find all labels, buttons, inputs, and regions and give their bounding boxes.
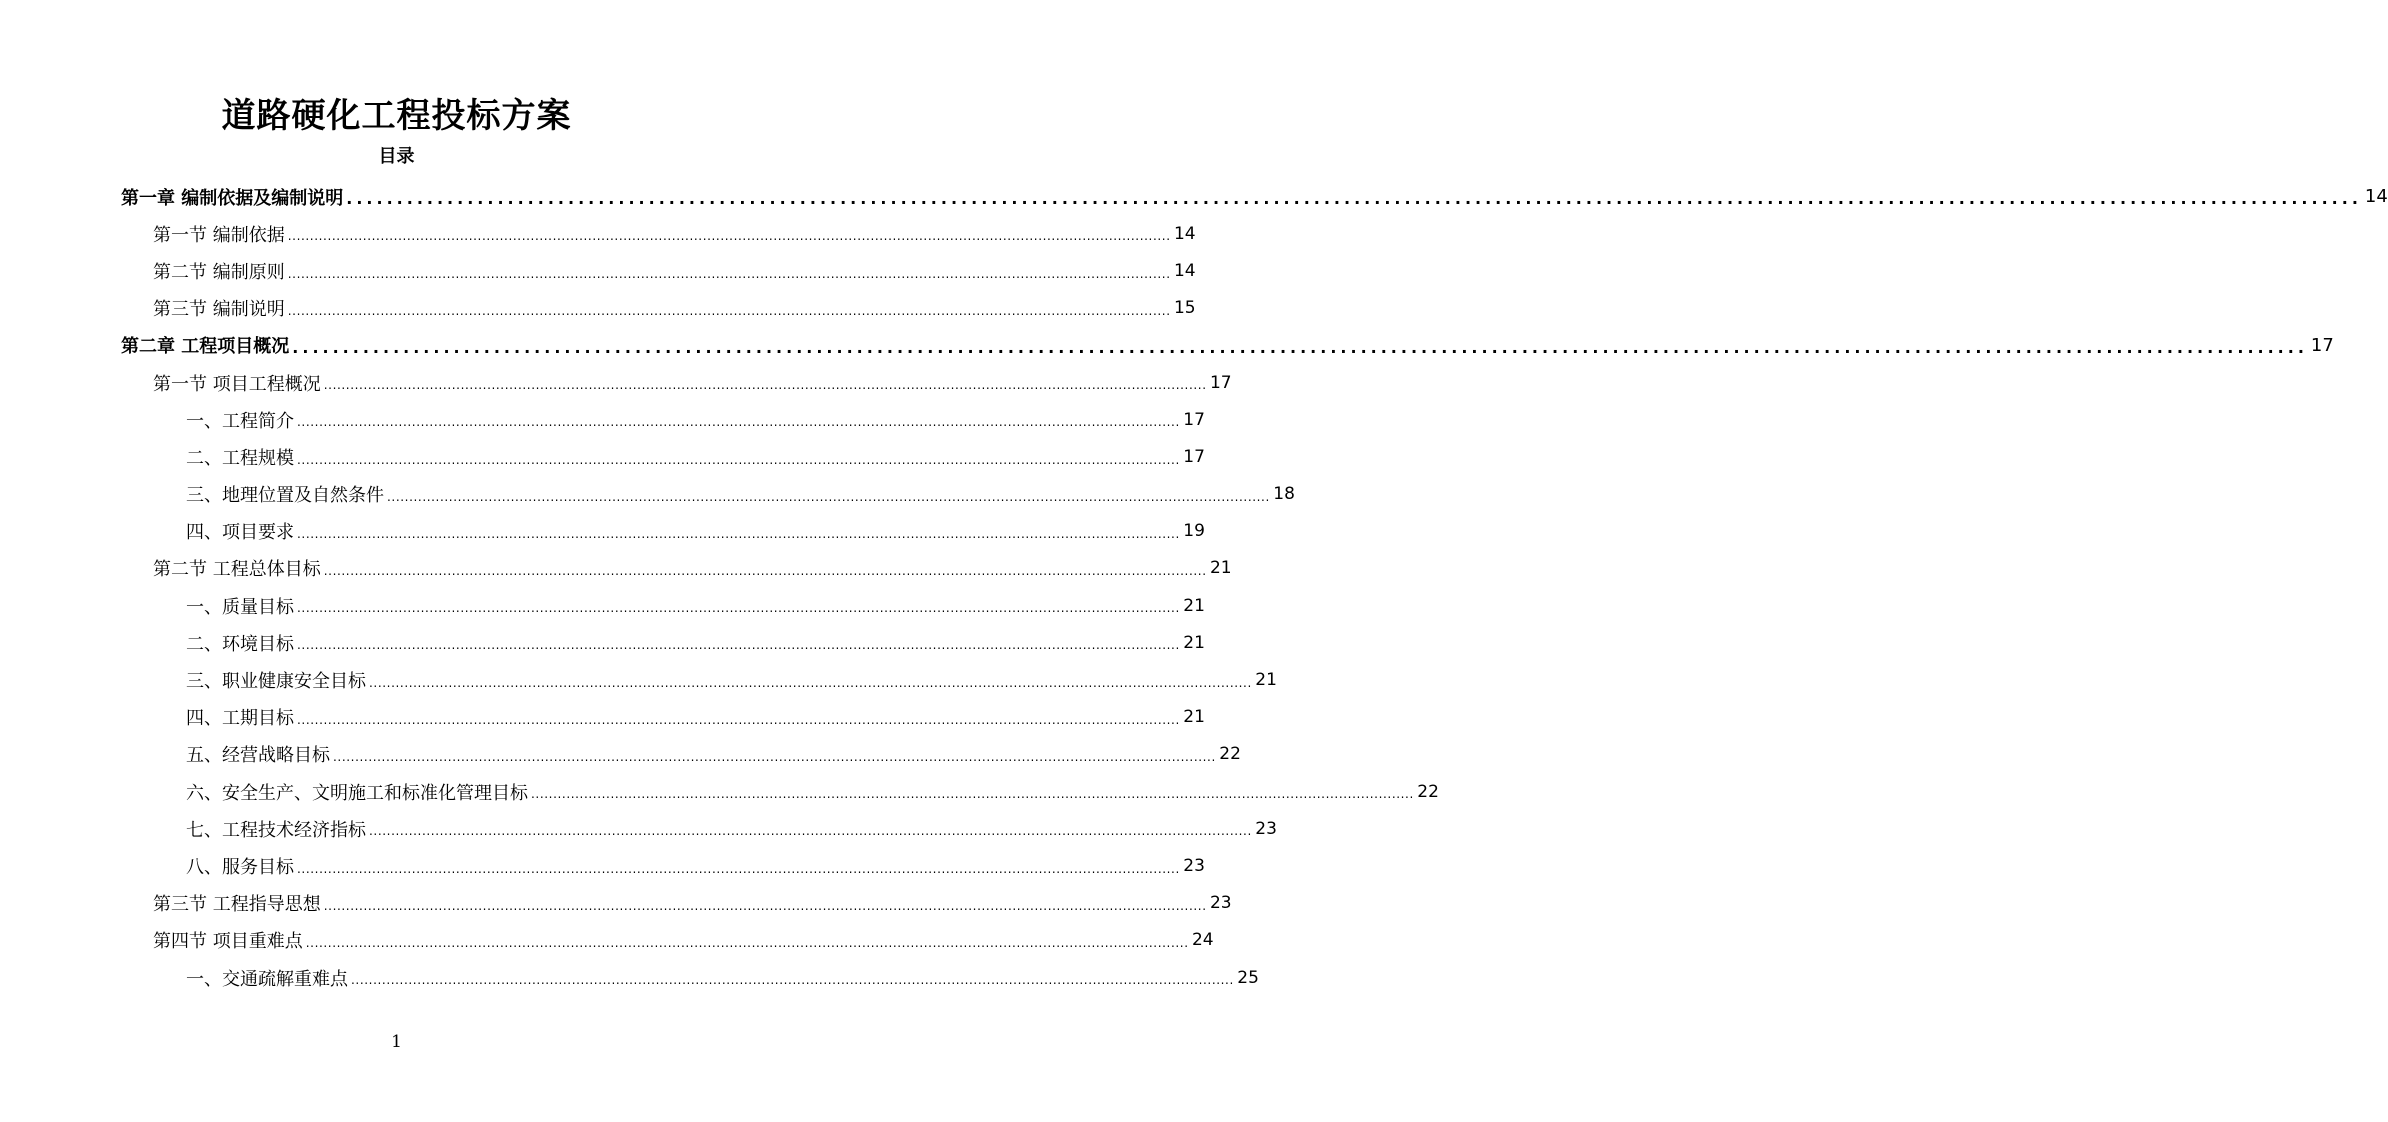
page-number: 1: [391, 1032, 402, 1052]
toc-entry-page-number: 21: [1183, 632, 1205, 653]
toc-dot-leader: ........................................................................................................................................................................................................: [297, 601, 1180, 616]
toc-subsection-entry[interactable]: [0, 773, 1439, 810]
toc-entry-label: 七、工程技术经济指标: [186, 819, 366, 841]
toc-dot-leader: ........................................................................................................................................................................................................: [292, 337, 2308, 357]
toc-entry-page-number: 25: [1237, 967, 1259, 988]
toc-dot-leader: ........................................................................................................................................................................................................: [387, 489, 1270, 504]
toc-entry-label: 第三节 编制说明: [153, 299, 285, 321]
toc-dot-leader: ........................................................................................................................................................................................................: [297, 415, 1180, 430]
toc-entry-label: 第四节 项目重难点: [153, 931, 303, 953]
toc-dot-leader: ........................................................................................................................................................................................................: [305, 935, 1189, 950]
toc-subsection-entry[interactable]: [0, 847, 1205, 884]
toc-entry-page-number: 21: [1255, 670, 1277, 691]
toc-dot-leader: ........................................................................................................................................................................................................: [369, 824, 1252, 839]
toc-subsection-entry[interactable]: [0, 661, 1277, 698]
toc-entry-label: 四、工期目标: [186, 708, 294, 730]
toc-dot-leader: ........................................................................................................................................................................................................: [297, 526, 1180, 541]
toc-entry-page-number: 17: [1183, 409, 1205, 430]
toc-dot-leader: ........................................................................................................................................................................................................: [297, 638, 1180, 653]
toc-section-entry[interactable]: [0, 252, 1196, 289]
document-title: 道路硬化工程投标方案: [221, 96, 572, 136]
toc-entry-page-number: 18: [1273, 484, 1295, 505]
toc-entry-label: 三、地理位置及自然条件: [186, 485, 384, 507]
toc-section-entry[interactable]: [0, 364, 1232, 401]
toc-subsection-entry[interactable]: [0, 401, 1205, 438]
toc-entry-label: 一、工程简介: [186, 410, 294, 432]
toc-dot-leader: ........................................................................................................................................................................................................: [297, 452, 1180, 467]
toc-section-entry[interactable]: [0, 290, 1196, 327]
toc-entry-label: 第二章 工程项目概况: [121, 336, 290, 358]
toc-subsection-entry[interactable]: [0, 587, 1205, 624]
toc-dot-leader: ........................................................................................................................................................................................................: [369, 675, 1252, 690]
toc-subsection-entry[interactable]: [0, 736, 1241, 773]
toc-entry-page-number: 23: [1183, 855, 1205, 876]
toc-subsection-entry[interactable]: [0, 513, 1205, 550]
toc-entry-page-number: 23: [1209, 893, 1232, 914]
toc-subsection-entry[interactable]: [0, 810, 1277, 847]
toc-dot-leader: ........................................................................................................................................................................................................: [531, 787, 1414, 802]
toc-entry-label: 第三节 工程指导思想: [153, 894, 321, 916]
toc-dot-leader: ........................................................................................................................................................................................................: [323, 564, 1207, 579]
toc-entry-page-number: 17: [1183, 446, 1205, 467]
toc-heading: 目录: [378, 146, 415, 167]
toc-entry-page-number: 22: [1219, 744, 1241, 765]
toc-entry-label: 第二节 工程总体目标: [153, 559, 321, 581]
toc-dot-leader: ........................................................................................................................................................................................................: [297, 861, 1180, 876]
table-of-contents: [0, 178, 2388, 996]
toc-entry-label: 八、服务目标: [186, 856, 294, 878]
toc-dot-leader: ........................................................................................................................................................................................................: [323, 898, 1207, 913]
toc-dot-leader: ........................................................................................................................................................................................................: [333, 750, 1216, 764]
toc-subsection-entry[interactable]: [0, 438, 1205, 475]
toc-entry-page-number: 17: [1209, 372, 1232, 393]
toc-entry-label: 四、项目要求: [186, 522, 294, 544]
toc-dot-leader: ........................................................................................................................................................................................................: [287, 229, 1171, 244]
toc-entry-label: 二、环境目标: [186, 633, 294, 655]
toc-chapter-entry[interactable]: [0, 327, 2334, 364]
toc-entry-label: 第一节 编制依据: [153, 224, 285, 246]
toc-section-entry[interactable]: [0, 550, 1232, 587]
toc-entry-label: 二、工程规模: [186, 447, 294, 469]
toc-entry-label: 第一章 编制依据及编制说明: [121, 187, 344, 209]
toc-entry-page-number: 22: [1417, 781, 1439, 802]
toc-entry-page-number: 14: [1173, 223, 1196, 244]
toc-dot-leader: ........................................................................................................................................................................................................: [297, 712, 1180, 727]
toc-entry-label: 五、经营战略目标: [186, 745, 330, 767]
toc-entry-label: 第二节 编制原则: [153, 261, 285, 283]
toc-subsection-entry[interactable]: [0, 959, 1259, 996]
toc-entry-page-number: 17: [2310, 334, 2334, 356]
toc-section-entry[interactable]: [0, 215, 1196, 252]
toc-entry-page-number: 21: [1183, 595, 1205, 616]
toc-entry-page-number: 14: [2364, 186, 2388, 208]
toc-dot-leader: ........................................................................................................................................................................................................: [346, 189, 2362, 209]
toc-dot-leader: ........................................................................................................................................................................................................: [287, 266, 1171, 281]
toc-entry-page-number: 19: [1183, 521, 1205, 542]
toc-entry-label: 六、安全生产、文明施工和标准化管理目标: [186, 782, 528, 804]
toc-subsection-entry[interactable]: [0, 476, 1295, 513]
toc-entry-page-number: 15: [1173, 298, 1196, 319]
toc-section-entry[interactable]: [0, 922, 1214, 959]
toc-dot-leader: ........................................................................................................................................................................................................: [351, 973, 1234, 988]
toc-entry-label: 一、质量目标: [186, 596, 294, 618]
toc-dot-leader: ........................................................................................................................................................................................................: [323, 378, 1207, 393]
toc-chapter-entry[interactable]: [0, 178, 2388, 215]
toc-entry-label: 一、交通疏解重难点: [186, 968, 348, 990]
toc-section-entry[interactable]: [0, 885, 1232, 922]
toc-entry-label: 三、职业健康安全目标: [186, 671, 366, 693]
toc-entry-label: 第一节 项目工程概况: [153, 373, 321, 395]
toc-dot-leader: ........................................................................................................................................................................................................: [287, 303, 1171, 318]
toc-entry-page-number: 21: [1183, 707, 1205, 728]
toc-subsection-entry[interactable]: [0, 699, 1205, 736]
toc-entry-page-number: 24: [1191, 930, 1214, 951]
toc-entry-page-number: 14: [1173, 260, 1196, 281]
toc-subsection-entry[interactable]: [0, 624, 1205, 661]
toc-entry-page-number: 23: [1255, 818, 1277, 839]
toc-entry-page-number: 21: [1209, 558, 1232, 579]
